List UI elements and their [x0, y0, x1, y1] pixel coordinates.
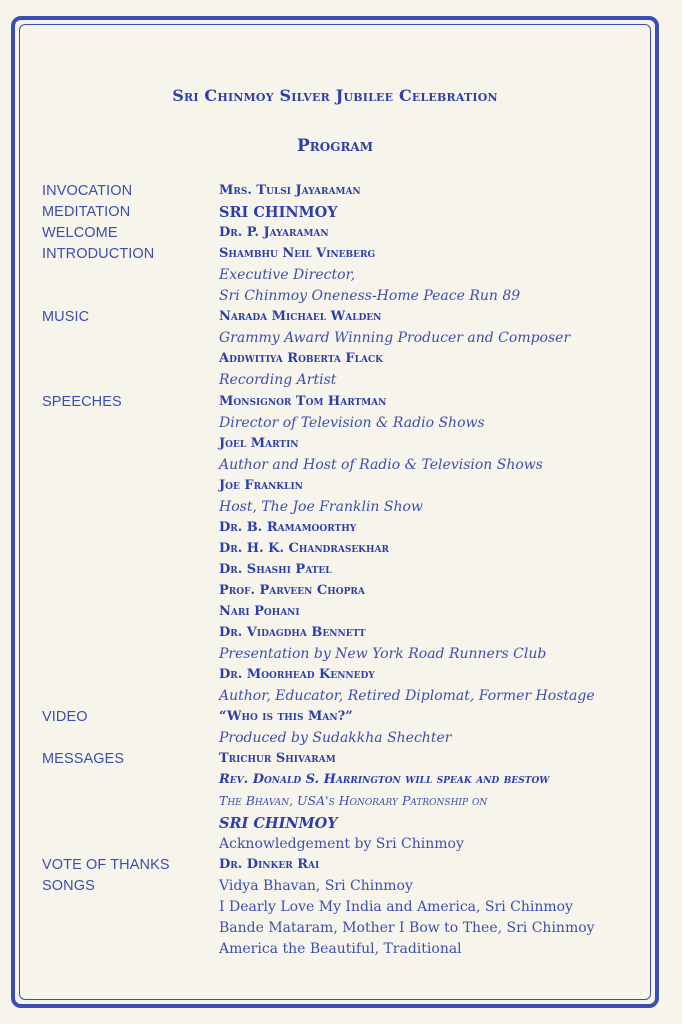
- program-row: [0, 183, 680, 204]
- program-entry-text: Dr. Moorhead Kennedy: [219, 667, 375, 683]
- program-entry-text: Author and Host of Radio & Television Shows: [219, 456, 543, 473]
- program-entry-text: Produced by Sudakkha Shechter: [219, 730, 452, 747]
- program-section-label: INVOCATION: [42, 183, 133, 199]
- program-entry-text: Dr. H. K. Chandrasekhar: [219, 540, 389, 556]
- program-entry-text: Joe Franklin: [219, 477, 303, 493]
- program-entry-text: Monsignor Tom Hartman: [219, 393, 387, 409]
- program-row: [0, 920, 680, 941]
- program-entry-text: Bande Mataram, Mother I Bow to Thee, Sri Chinmoy: [219, 919, 595, 936]
- program-entry-text: SRI CHINMOY: [219, 814, 338, 832]
- program-heading: Program: [296, 136, 374, 156]
- program-row: [0, 246, 680, 267]
- program-entry-text: Acknowledgement by Sri Chinmoy: [219, 835, 464, 852]
- program-row: [0, 688, 680, 709]
- program-entry-text: “Who is this Man?”: [219, 709, 353, 725]
- program-row: [0, 709, 680, 730]
- program-row: [0, 941, 680, 962]
- program-entry-text: Addwitiya Roberta Flack: [219, 351, 383, 367]
- program-section-label: SPEECHES: [42, 393, 122, 410]
- program-entry-text: America the Beautiful, Traditional: [219, 940, 462, 957]
- program-row: [0, 225, 680, 246]
- program-row: [0, 815, 680, 836]
- program-row: [0, 583, 680, 604]
- program-row: [0, 415, 680, 436]
- program-section-label: MEDITATION: [42, 204, 131, 221]
- program-entry-text: Prof. Parveen Chopra: [219, 582, 365, 598]
- program-row: [0, 351, 680, 372]
- program-row: [0, 436, 680, 457]
- program-row: [0, 772, 680, 793]
- program-entry-text: Shambhu Neil Vineberg: [219, 246, 376, 262]
- program-section-label: MESSAGES: [42, 751, 125, 768]
- program-row: [0, 562, 680, 583]
- program-entry-text: Dr. Shashi Patel: [219, 561, 332, 577]
- program-entry-text: Director of Television & Radio Shows: [219, 414, 485, 431]
- program-entry-text: Executive Director,: [219, 267, 356, 284]
- program-row: [0, 793, 680, 814]
- program-row: [0, 899, 680, 920]
- program-entry-text: Presentation by New York Road Runners Club: [219, 646, 547, 663]
- program-entry-text: Vidya Bhavan, Sri Chinmoy: [219, 877, 413, 894]
- program-section-label: MUSIC: [42, 309, 90, 326]
- program-entry-text: Sri Chinmoy Oneness-Home Peace Run 89: [219, 288, 521, 305]
- program-entry-text: Dr. B. Ramamoorthy: [219, 519, 357, 535]
- program-row: [0, 330, 680, 351]
- program-entry-text: Rev. Donald S. Harrington will speak and bestow: [219, 772, 550, 788]
- program-row: [0, 309, 680, 330]
- program-row: [0, 457, 680, 478]
- program-row: [0, 520, 680, 541]
- program-entry-text: Recording Artist: [219, 372, 337, 389]
- program-row: [0, 372, 680, 393]
- program-entry-text: Narada Michael Walden: [219, 309, 382, 325]
- program-row: [0, 204, 680, 225]
- program-row: [0, 730, 680, 751]
- program-entry-text: Dr. Dinker Rai: [219, 856, 320, 872]
- program-entry-text: Grammy Award Winning Producer and Composer: [219, 330, 571, 347]
- program-entry-text: Dr. Vidagdha Bennett: [219, 625, 366, 641]
- program-section-label: WELCOME: [42, 225, 118, 242]
- program-entry-text: Dr. P. Jayaraman: [219, 225, 329, 241]
- program-row: [0, 667, 680, 688]
- program-row: [0, 646, 680, 667]
- program-section-label: VIDEO: [42, 709, 88, 726]
- program-entry-text: Nari Pohani: [219, 604, 300, 619]
- program-row: [0, 836, 680, 857]
- program-row: [0, 604, 680, 625]
- program-entry-text: I Dearly Love My India and America, Sri Chinmoy: [219, 898, 573, 915]
- program-row: [0, 541, 680, 562]
- program-row: [0, 288, 680, 309]
- program-row: [0, 857, 680, 878]
- page-title: Sri Chinmoy Silver Jubilee Celebration: [172, 86, 498, 105]
- program-row: [0, 499, 680, 520]
- program-entry-text: Author, Educator, Retired Diplomat, Former Hostage: [219, 688, 595, 705]
- program-row: [0, 878, 680, 899]
- program-entry-text: Mrs. Tulsi Jayaraman: [219, 183, 361, 198]
- program-row: [0, 478, 680, 499]
- program-section-label: SONGS: [42, 877, 95, 894]
- program-section-label: INTRODUCTION: [42, 246, 155, 263]
- program-entry-text: Trichur Shivaram: [219, 751, 336, 767]
- program-entry-text: The Bhavan, USA's Honorary Patronship on: [219, 793, 488, 809]
- program-row: [0, 394, 680, 415]
- program-row: [0, 267, 680, 288]
- program-row: [0, 751, 680, 772]
- program-section-label: VOTE OF THANKS: [42, 856, 170, 873]
- program-entry-text: Joel Martin: [219, 435, 299, 451]
- program-entry-text: SRI CHINMOY: [219, 204, 338, 222]
- program-entry-text: Host, The Joe Franklin Show: [219, 498, 423, 515]
- program-row: [0, 625, 680, 646]
